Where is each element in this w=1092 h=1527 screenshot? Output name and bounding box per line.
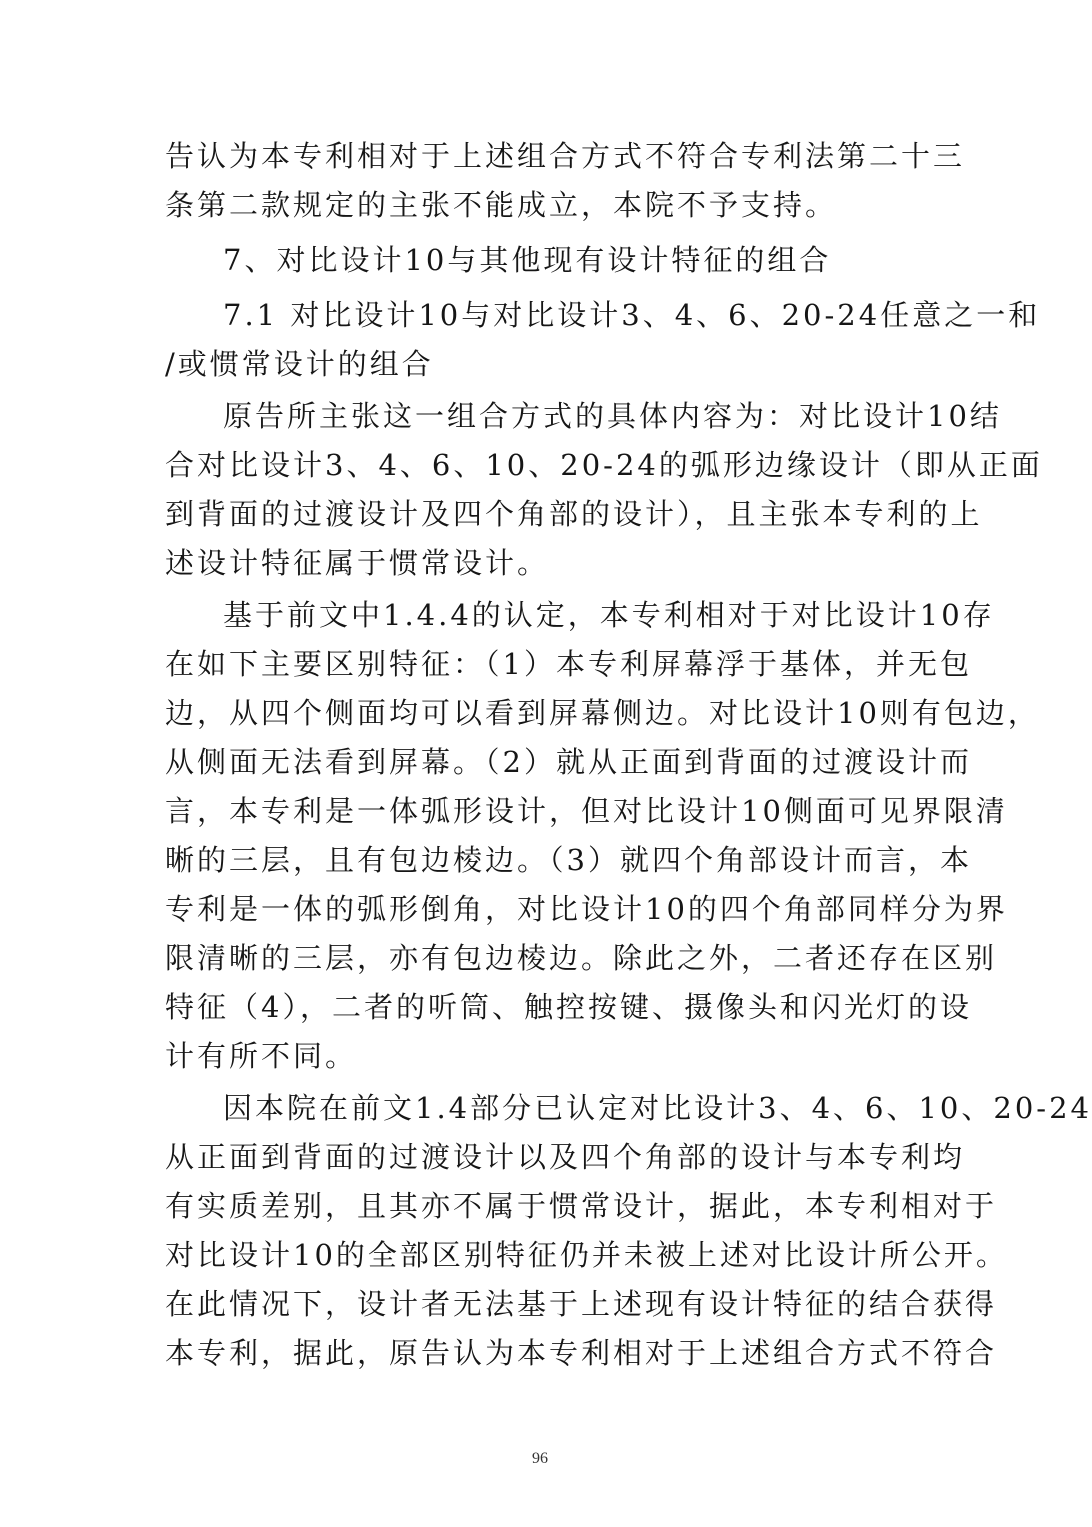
text-line: 到背面的过渡设计及四个角部的设计），且主张本专利的上 [165,497,983,531]
text-line: 本专利，据此，原告认为本专利相对于上述组合方式不符合 [165,1336,998,1370]
text-line: 言，本专利是一体弧形设计，但对比设计10侧面可见界限清 [165,794,1008,828]
body-text [165,132,1092,1378]
text-line: 从正面到背面的过渡设计以及四个角部的设计与本专利均 [165,1140,966,1174]
text-line: 条第二款规定的主张不能成立，本院不予支持。 [165,188,838,222]
text-line: 述设计特征属于惯常设计。 [165,546,550,580]
text-line: 边，从四个侧面均可以看到屏幕侧边。对比设计10则有包边， [165,696,1040,730]
text-line: 计有所不同。 [165,1039,358,1073]
text-line: 在如下主要区别特征：（1）本专利屏幕浮于基体，并无包 [165,647,972,681]
text-line: 因本院在前文1.4部分已认定对比设计3、4、6、10、20-24 [223,1091,1092,1125]
page-number: 96 [532,1450,548,1467]
text-line: 基于前文中1.4.4的认定，本专利相对于对比设计10存 [223,598,995,632]
text-line: 在此情况下，设计者无法基于上述现有设计特征的结合获得 [165,1287,998,1321]
text-line: 有实质差别，且其亦不属于惯常设计，据此，本专利相对于 [165,1189,998,1223]
text-line: 晰的三层，且有包边棱边。（3）就四个角部设计而言，本 [165,843,972,877]
text-line: 从侧面无法看到屏幕。（2）就从正面到背面的过渡设计而 [165,745,972,779]
subsection-heading-continued: /或惯常设计的组合 [165,347,434,381]
text-line: 专利是一体的弧形倒角，对比设计10的四个角部同样分为界 [165,892,1008,926]
subsection-heading: 7.1 对比设计10与对比设计3、4、6、20-24任意之一和 [223,298,1041,332]
text-line: 合对比设计3、4、6、10、20-24的弧形边缘设计（即从正面 [165,448,1043,482]
section-heading: 7、对比设计10与其他现有设计特征的组合 [223,243,832,277]
text-line: 特征（4），二者的听筒、触控按键、摄像头和闪光灯的设 [165,990,972,1024]
text-line: 对比设计10的全部区别特征仍并未被上述对比设计所公开。 [165,1238,1008,1272]
text-line: 原告所主张这一组合方式的具体内容为：对比设计10结 [223,399,1002,433]
text-line: 告认为本专利相对于上述组合方式不符合专利法第二十三 [165,139,966,173]
text-line: 限清晰的三层，亦有包边棱边。除此之外，二者还存在区别 [165,941,998,975]
